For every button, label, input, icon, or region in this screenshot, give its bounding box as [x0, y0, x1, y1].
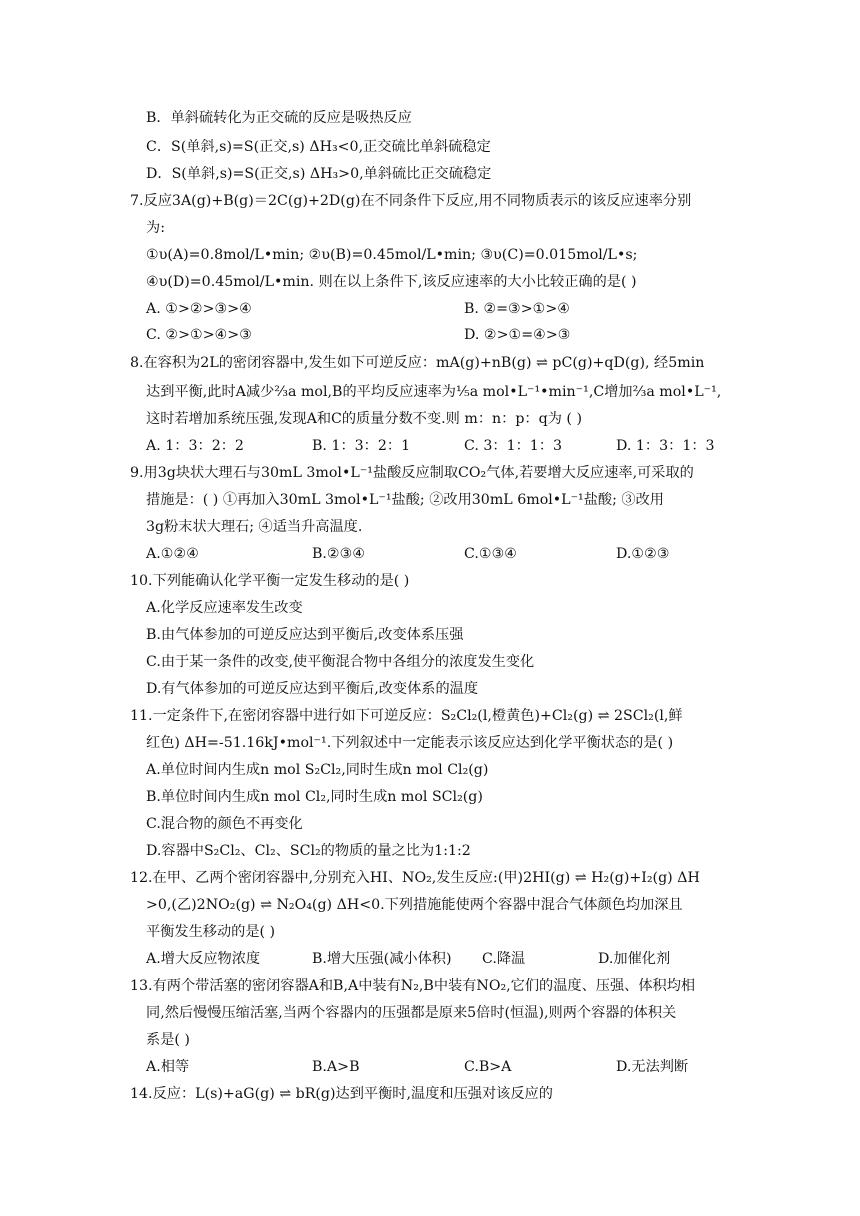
q11-option-c: C.混合物的颜色不再变化: [146, 816, 303, 832]
q12-stem: 12.在甲、乙两个密闭容器中,分别充入HI、NO₂,发生反应:(甲)2HI(g) ⇌ H₂(g)+I₂(g) ΔH: [130, 870, 700, 886]
q10-option-b: B.由气体参加的可逆反应达到平衡后,改变体系压强: [146, 627, 464, 643]
q6-option-c: C．S(单斜,s)=S(正交,s) ΔH₃<0,正交硫比单斜硫稳定: [146, 139, 491, 155]
q12-option-d: D.加催化剂: [598, 951, 671, 967]
q11-stem-cont: 红色) ΔH=-51.16kJ•mol⁻¹.下列叙述中一定能表示该反应达到化学平衡状态的是( ): [146, 735, 674, 751]
q7-rates-2: ④υ(D)=0.45mol/L•min. 则在以上条件下,该反应速率的大小比较正确的是( ): [146, 274, 637, 290]
q10-option-c: C.由于某一条件的改变,使平衡混合物中各组分的浓度发生变化: [146, 654, 535, 670]
q9-option-c: C.①③④: [464, 546, 518, 562]
q9-option-b: B.②③④: [312, 546, 366, 562]
q12-stem-cont-1: >0,(乙)2NO₂(g) ⇌ N₂O₄(g) ΔH<0.下列措施能使两个容器中混合气体颜色均加深且: [146, 897, 683, 913]
q8-stem-cont-2: 这时若增加系统压强,发现A和C的质量分数不变.则 m：n：p：q为 ( ): [146, 411, 582, 427]
q10-stem: 10.下列能确认化学平衡一定发生移动的是( ): [130, 573, 410, 589]
q13-option-c: C.B>A: [464, 1059, 512, 1075]
q9-option-a: A.①②④: [146, 546, 199, 562]
q13-stem-cont-1: 同,然后慢慢压缩活塞,当两个容器内的压强都是原来5倍时(恒温),则两个容器的体积关: [146, 1005, 677, 1021]
q7-option-c: C. ②>①>④>③: [146, 327, 252, 343]
q8-option-a: A. 1：3：2：2: [146, 438, 244, 454]
q12-option-b: B.增大压强(减小体积): [312, 951, 452, 967]
q8-option-c: C. 3：1：1：3: [464, 438, 563, 454]
q7-stem: 7.反应3A(g)+B(g)＝2C(g)+2D(g)在不同条件下反应,用不同物质表示的该反应速率分别: [130, 193, 692, 209]
q7-option-b: B. ②=③>①>④: [464, 301, 570, 317]
q9-stem-cont-1: 措施是：( ) ①再加入30mL 3mol•L⁻¹盐酸; ②改用30mL 6mol•L⁻¹盐酸; ③改用: [146, 492, 664, 508]
q9-option-d: D.①②③: [616, 546, 670, 562]
q13-stem: 13.有两个带活塞的密闭容器A和B,A中装有N₂,B中装有NO₂,它们的温度、压强、体积均相: [130, 978, 696, 994]
q13-stem-cont-2: 系是( ): [146, 1032, 190, 1048]
q11-option-b: B.单位时间内生成n mol Cl₂,同时生成n mol SCl₂(g): [146, 789, 483, 805]
q13-option-d: D.无法判断: [616, 1059, 689, 1075]
q6-option-b: B．单斜硫转化为正交硫的反应是吸热反应: [146, 110, 412, 126]
q13-option-b: B.A>B: [312, 1059, 360, 1075]
q14-stem: 14.反应：L(s)+aG(g) ⇌ bR(g)达到平衡时,温度和压强对该反应的: [130, 1086, 553, 1102]
q8-stem: 8.在容积为2L的密闭容器中,发生如下可逆反应：mA(g)+nB(g) ⇌ pC(g)+qD(g), 经5min: [130, 355, 705, 371]
q8-option-d: D. 1：3：1：3: [616, 438, 715, 454]
q9-stem-cont-2: 3g粉末状大理石; ④适当升高温度.: [146, 519, 363, 535]
q12-stem-cont-2: 平衡发生移动的是( ): [146, 924, 276, 940]
q6-option-d: D．S(单斜,s)=S(正交,s) ΔH₃>0,单斜硫比正交硫稳定: [146, 166, 492, 182]
q12-option-a: A.增大反应物浓度: [146, 951, 261, 967]
q11-stem: 11.一定条件下,在密闭容器中进行如下可逆反应：S₂Cl₂(l,橙黄色)+Cl₂(g) ⇌ 2SCl₂(l,鲜: [130, 708, 683, 724]
q8-stem-cont-1: 达到平衡,此时A减少⅔a mol,B的平均反应速率为⅕a mol•L⁻¹•min⁻¹,C增加⅔a mol•L⁻¹,: [146, 384, 722, 400]
q10-option-d: D.有气体参加的可逆反应达到平衡后,改变体系的温度: [146, 681, 479, 697]
q13-option-a: A.相等: [146, 1059, 190, 1075]
q12-option-c: C.降温: [482, 951, 526, 967]
q10-option-a: A.化学反应速率发生改变: [146, 600, 303, 616]
q11-option-d: D.容器中S₂Cl₂、Cl₂、SCl₂的物质的量之比为1:1:2: [146, 843, 471, 859]
q7-rates-1: ①υ(A)=0.8mol/L•min; ②υ(B)=0.45mol/L•min; ③υ(C)=0.015mol/L•s;: [146, 247, 638, 263]
q8-option-b: B. 1：3：2：1: [312, 438, 411, 454]
q7-option-a: A. ①>②>③>④: [146, 301, 252, 317]
q7-option-d: D. ②>①=④>③: [464, 327, 571, 343]
q11-option-a: A.单位时间内生成n mol S₂Cl₂,同时生成n mol Cl₂(g): [146, 762, 489, 778]
q9-stem: 9.用3g块状大理石与30mL 3mol•L⁻¹盐酸反应制取CO₂气体,若要增大反应速率,可采取的: [130, 465, 694, 481]
q7-stem-cont: 为:: [146, 220, 165, 236]
